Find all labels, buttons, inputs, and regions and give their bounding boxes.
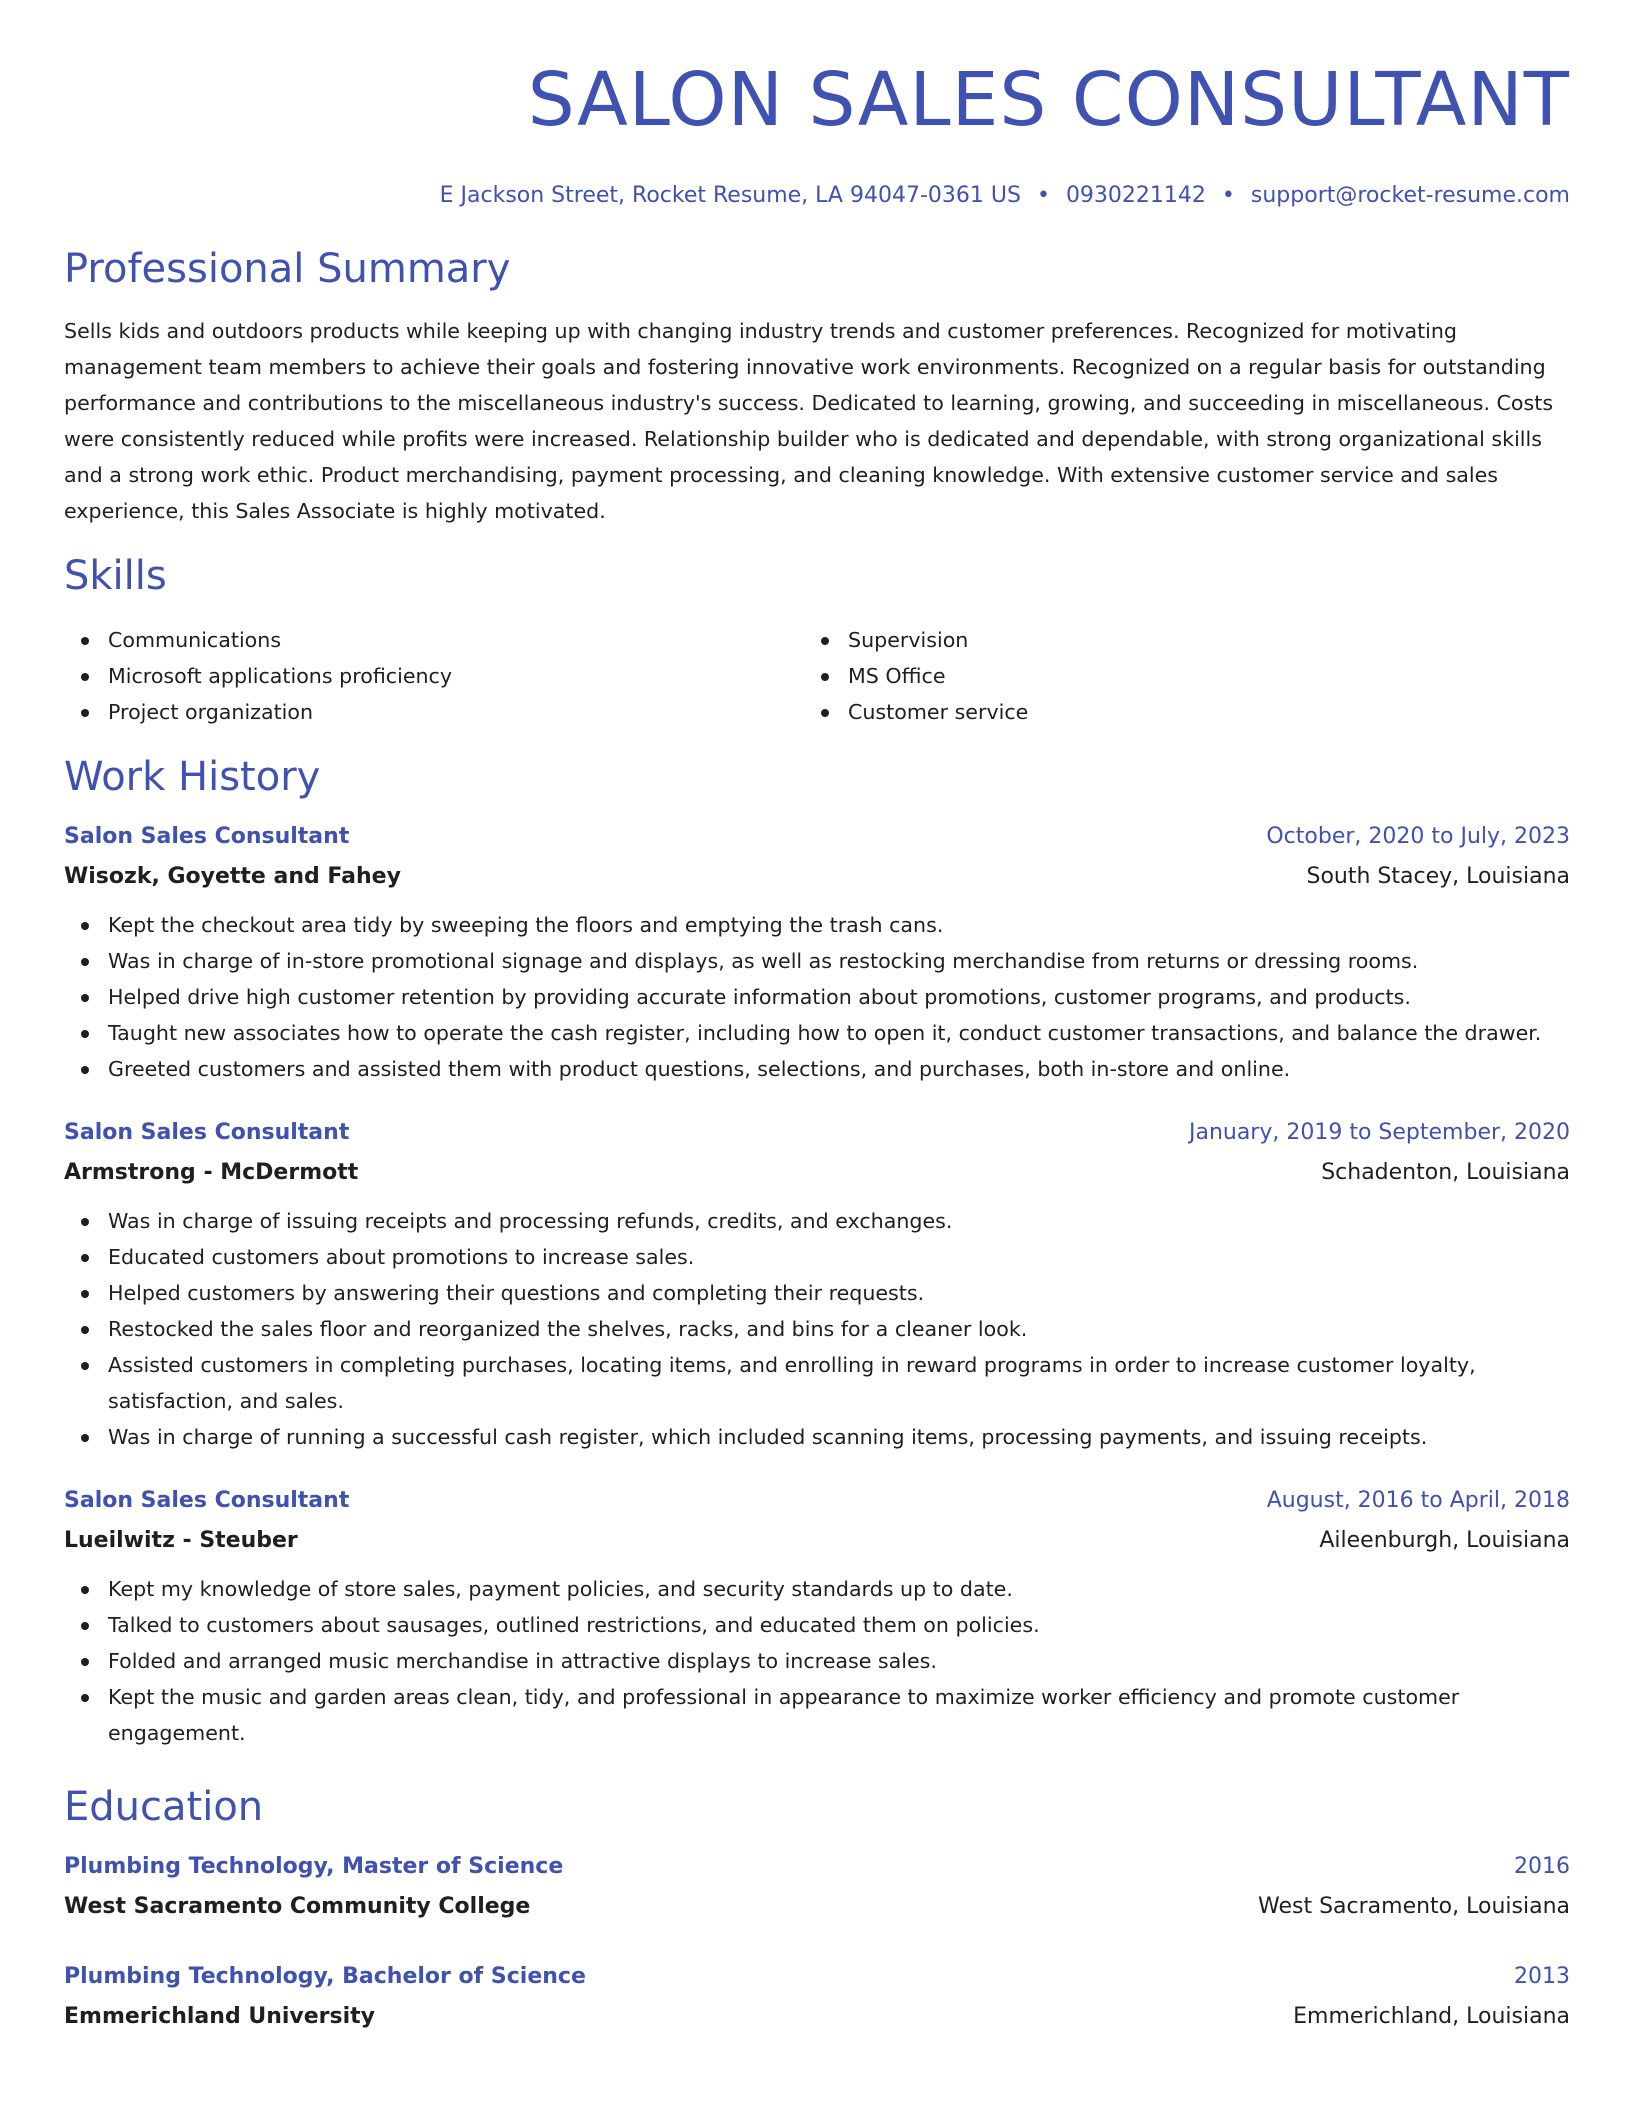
section-title-work-history: Work History — [64, 754, 321, 800]
skill-item: Project organization — [64, 694, 804, 730]
job-header-row — [64, 817, 1570, 857]
section-title-skills: Skills — [64, 553, 167, 599]
education-entry — [64, 1847, 1570, 1927]
job-entry — [64, 817, 1570, 1087]
job-location: Aileenburgh, Louisiana — [1319, 1528, 1570, 1553]
education-year: 2016 — [1514, 1854, 1570, 1879]
skill-item: Communications — [64, 622, 804, 658]
job-bullet: Was in charge of issuing receipts and processing refunds, credits, and exchanges. — [64, 1203, 1570, 1239]
skill-item: Supervision — [804, 622, 1544, 658]
education-header-row — [64, 1847, 1570, 1887]
education-degree: Plumbing Technology, Bachelor of Science — [64, 1964, 586, 1989]
job-bullet: Kept the checkout area tidy by sweeping the floors and emptying the trash cans. — [64, 907, 1570, 943]
job-bullet: Was in charge of in-store promotional signage and displays, as well as restocking merchandise from returns or dressing rooms. — [64, 943, 1570, 979]
summary-text: Sells kids and outdoors products while keeping up with changing industry trends and customer preferences. Recognized for motivating management team members to achieve their goals and fostering innovative work environments. Recognized on a regular basis for outstanding performance and contributions to the miscellaneous industry's success. Dedicated to learning, growing, and succeeding in miscellaneous. Costs were consistently reduced while profits were increased. Relationship builder who is dedicated and dependable, with strong organizational skills and a strong work ethic. Product merchandising, payment processing, and cleaning knowledge. With extensive customer service and sales experience, this Sales Associate is highly motivated. — [64, 319, 1554, 523]
education-year: 2013 — [1514, 1964, 1570, 1989]
contact-separator: • — [1036, 183, 1050, 208]
job-bullets — [64, 1203, 1570, 1455]
contact-phone: 0930221142 — [1065, 183, 1206, 208]
job-bullets — [64, 1571, 1570, 1751]
section-title-summary: Professional Summary — [64, 246, 511, 292]
education-school: Emmerichland University — [64, 2004, 376, 2029]
education-entry — [64, 1957, 1570, 2037]
job-location: South Stacey, Louisiana — [1306, 864, 1570, 889]
job-role: Salon Sales Consultant — [64, 1120, 350, 1145]
job-bullet: Greeted customers and assisted them with product questions, selections, and purchases, both in-store and online. — [64, 1051, 1570, 1087]
education-header-row — [64, 1957, 1570, 1997]
job-bullet: Helped drive high customer retention by providing accurate information about promotions, customer programs, and products. — [64, 979, 1570, 1015]
contact-email: support@rocket-resume.com — [1250, 183, 1570, 208]
skills-columns — [64, 622, 1570, 730]
section-title-education: Education — [64, 1784, 264, 1830]
skill-item: Microsoft applications proficiency — [64, 658, 804, 694]
job-company: Armstrong - McDermott — [64, 1160, 359, 1185]
skills-section — [64, 550, 1570, 730]
job-dates: August, 2016 to April, 2018 — [1266, 1488, 1570, 1513]
skills-column-right — [804, 622, 1544, 730]
job-bullet: Kept the music and garden areas clean, tidy, and professional in appearance to maximize worker efficiency and promote customer engagement. — [64, 1679, 1570, 1751]
job-bullet: Educated customers about promotions to increase sales. — [64, 1239, 1570, 1275]
job-bullet: Helped customers by answering their questions and completing their requests. — [64, 1275, 1570, 1311]
job-header-row — [64, 1113, 1570, 1153]
job-role: Salon Sales Consultant — [64, 1488, 350, 1513]
job-company-row — [64, 1153, 1570, 1193]
education-school-row — [64, 1997, 1570, 2037]
education-school-row — [64, 1887, 1570, 1927]
job-company-row — [64, 1521, 1570, 1561]
job-location: Schadenton, Louisiana — [1321, 1160, 1570, 1185]
resume-header — [64, 52, 1570, 212]
job-company: Wisozk, Goyette and Fahey — [64, 864, 401, 889]
job-bullets — [64, 907, 1570, 1087]
job-bullet: Kept my knowledge of store sales, payment policies, and security standards up to date. — [64, 1571, 1570, 1607]
job-bullet: Restocked the sales floor and reorganized the shelves, racks, and bins for a cleaner look. — [64, 1311, 1570, 1347]
job-bullet: Folded and arranged music merchandise in attractive displays to increase sales. — [64, 1643, 1570, 1679]
education-location: West Sacramento, Louisiana — [1258, 1894, 1570, 1919]
job-bullet: Assisted customers in completing purchases, locating items, and enrolling in reward programs in order to increase customer loyalty, satisfaction, and sales. — [64, 1347, 1570, 1419]
job-company-row — [64, 857, 1570, 897]
summary-section — [64, 243, 1570, 529]
job-entry — [64, 1481, 1570, 1751]
job-bullet: Taught new associates how to operate the cash register, including how to open it, conduct customer transactions, and balance the drawer. — [64, 1015, 1570, 1051]
skill-item: Customer service — [804, 694, 1544, 730]
job-bullet: Was in charge of running a successful cash register, which included scanning items, processing payments, and issuing receipts. — [64, 1419, 1570, 1455]
contact-separator: • — [1221, 183, 1235, 208]
skill-item: MS Office — [804, 658, 1544, 694]
job-dates: January, 2019 to September, 2020 — [1188, 1120, 1570, 1145]
education-degree: Plumbing Technology, Master of Science — [64, 1854, 564, 1879]
job-entry — [64, 1113, 1570, 1455]
job-header-row — [64, 1481, 1570, 1521]
contact-line — [64, 180, 1570, 212]
candidate-title: SALON SALES CONSULTANT — [527, 57, 1570, 143]
education-location: Emmerichland, Louisiana — [1293, 2004, 1570, 2029]
education-section — [64, 1781, 1570, 2037]
education-school: West Sacramento Community College — [64, 1894, 531, 1919]
job-bullet: Talked to customers about sausages, outlined restrictions, and educated them on policies. — [64, 1607, 1570, 1643]
job-company: Lueilwitz - Steuber — [64, 1528, 298, 1553]
skills-column-left — [64, 622, 804, 730]
job-role: Salon Sales Consultant — [64, 824, 350, 849]
job-dates: October, 2020 to July, 2023 — [1266, 824, 1570, 849]
contact-address: E Jackson Street, Rocket Resume, LA 94047-0361 US — [439, 183, 1021, 208]
work-history-section — [64, 751, 1570, 1751]
